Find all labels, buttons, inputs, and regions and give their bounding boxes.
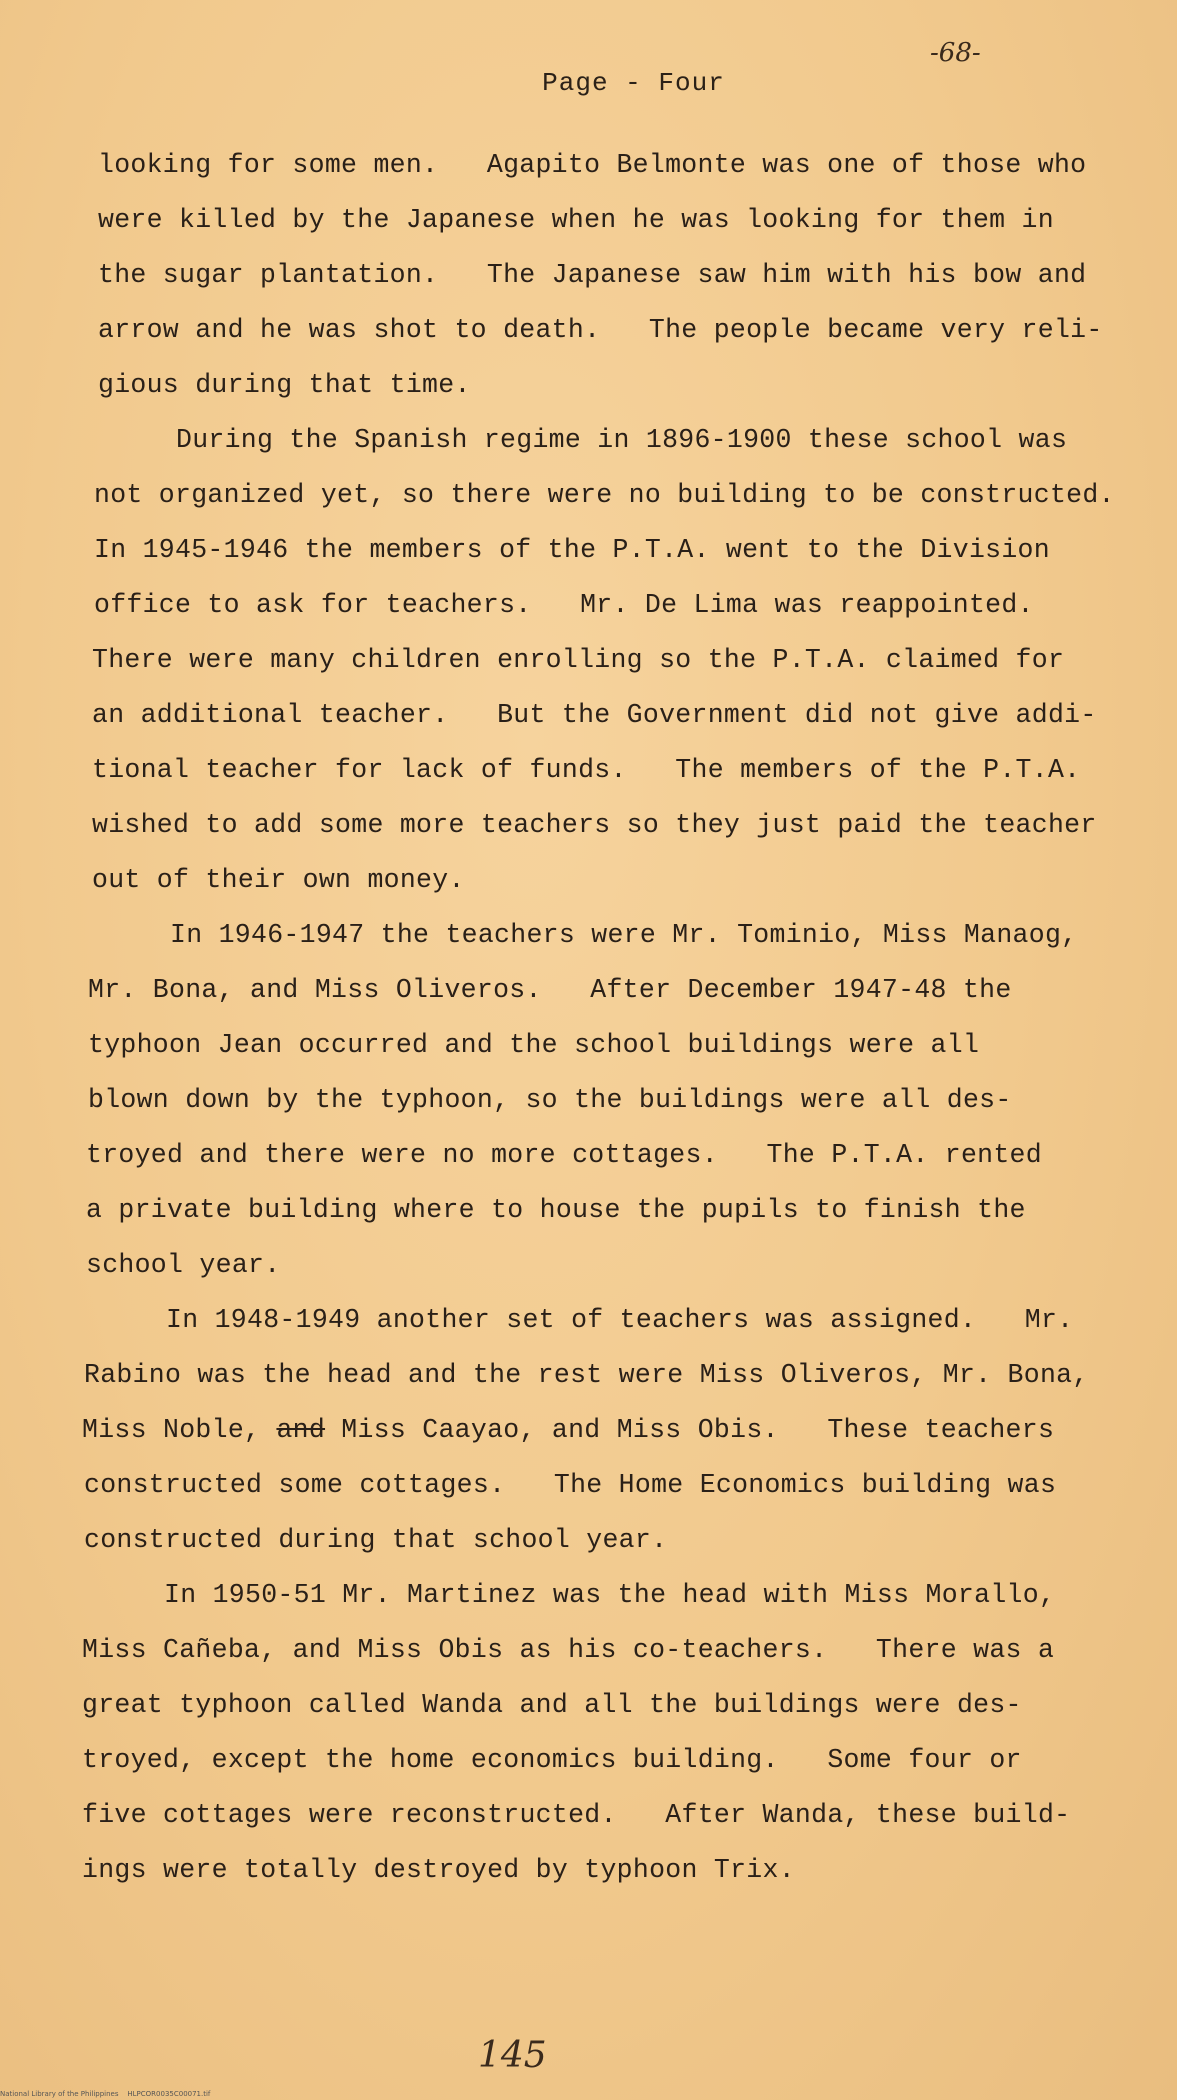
- text-segment: Miss Noble,: [82, 1415, 277, 1445]
- text-line: the sugar plantation. The Japanese saw him with his bow and: [98, 260, 1087, 290]
- text-line: typhoon Jean occurred and the school buildings were all: [88, 1030, 980, 1060]
- handwritten-bottom-number: 145: [478, 2035, 547, 2076]
- text-line: not organized yet, so there were no building to be constructed.: [94, 480, 1115, 510]
- archive-footer: National Library of the Philippines HLPCOR0035C00071.tif: [0, 2090, 211, 2098]
- handwritten-page-number: -68-: [930, 38, 981, 68]
- text-segment: Miss Caayao, and Miss Obis. These teachers: [325, 1415, 1055, 1445]
- text-line: a private building where to house the pupils to finish the: [86, 1195, 1026, 1225]
- text-line: ings were totally destroyed by typhoon Trix.: [82, 1855, 795, 1885]
- text-line: arrow and he was shot to death. The people became very reli-: [98, 315, 1103, 345]
- text-line: out of their own money.: [92, 865, 465, 895]
- text-line: blown down by the typhoon, so the buildings were all des-: [88, 1085, 1012, 1115]
- page-header: Page - Four: [542, 68, 725, 98]
- text-line: an additional teacher. But the Government did not give addi-: [92, 700, 1097, 730]
- text-line: were killed by the Japanese when he was looking for them in: [98, 205, 1054, 235]
- text-line: There were many children enrolling so the P.T.A. claimed for: [92, 645, 1065, 675]
- text-line: In 1950-51 Mr. Martinez was the head with Miss Morallo,: [164, 1580, 1056, 1610]
- text-line: office to ask for teachers. Mr. De Lima was reappointed.: [94, 590, 1034, 620]
- text-line: troyed, except the home economics building. Some four or: [82, 1745, 1022, 1775]
- text-line: tional teacher for lack of funds. The members of the P.T.A.: [92, 755, 1081, 785]
- text-line: troyed and there were no more cottages. The P.T.A. rented: [86, 1140, 1042, 1170]
- text-line: In 1946-1947 the teachers were Mr. Tominio, Miss Manaog,: [170, 920, 1078, 950]
- text-line: In 1945-1946 the members of the P.T.A. went to the Division: [94, 535, 1050, 565]
- text-line: Miss Cañeba, and Miss Obis as his co-teachers. There was a: [82, 1635, 1055, 1665]
- text-line: gious during that time.: [98, 370, 471, 400]
- text-line: Rabino was the head and the rest were Miss Oliveros, Mr. Bona,: [84, 1360, 1089, 1390]
- text-line: great typhoon called Wanda and all the buildings were des-: [82, 1690, 1022, 1720]
- text-line: looking for some men. Agapito Belmonte was one of those who: [98, 150, 1087, 180]
- struck-word: and: [276, 1415, 326, 1445]
- text-line: five cottages were reconstructed. After Wanda, these build-: [82, 1800, 1071, 1830]
- text-line: [82, 1415, 1054, 1445]
- text-line: constructed some cottages. The Home Economics building was: [84, 1470, 1057, 1500]
- text-line: wished to add some more teachers so they just paid the teacher: [92, 810, 1097, 840]
- text-line: school year.: [86, 1250, 281, 1280]
- text-line: During the Spanish regime in 1896-1900 these school was: [176, 425, 1068, 455]
- text-line: constructed during that school year.: [84, 1525, 668, 1555]
- text-line: In 1948-1949 another set of teachers was assigned. Mr.: [166, 1305, 1074, 1335]
- text-line: Mr. Bona, and Miss Oliveros. After December 1947-48 the: [88, 975, 1012, 1005]
